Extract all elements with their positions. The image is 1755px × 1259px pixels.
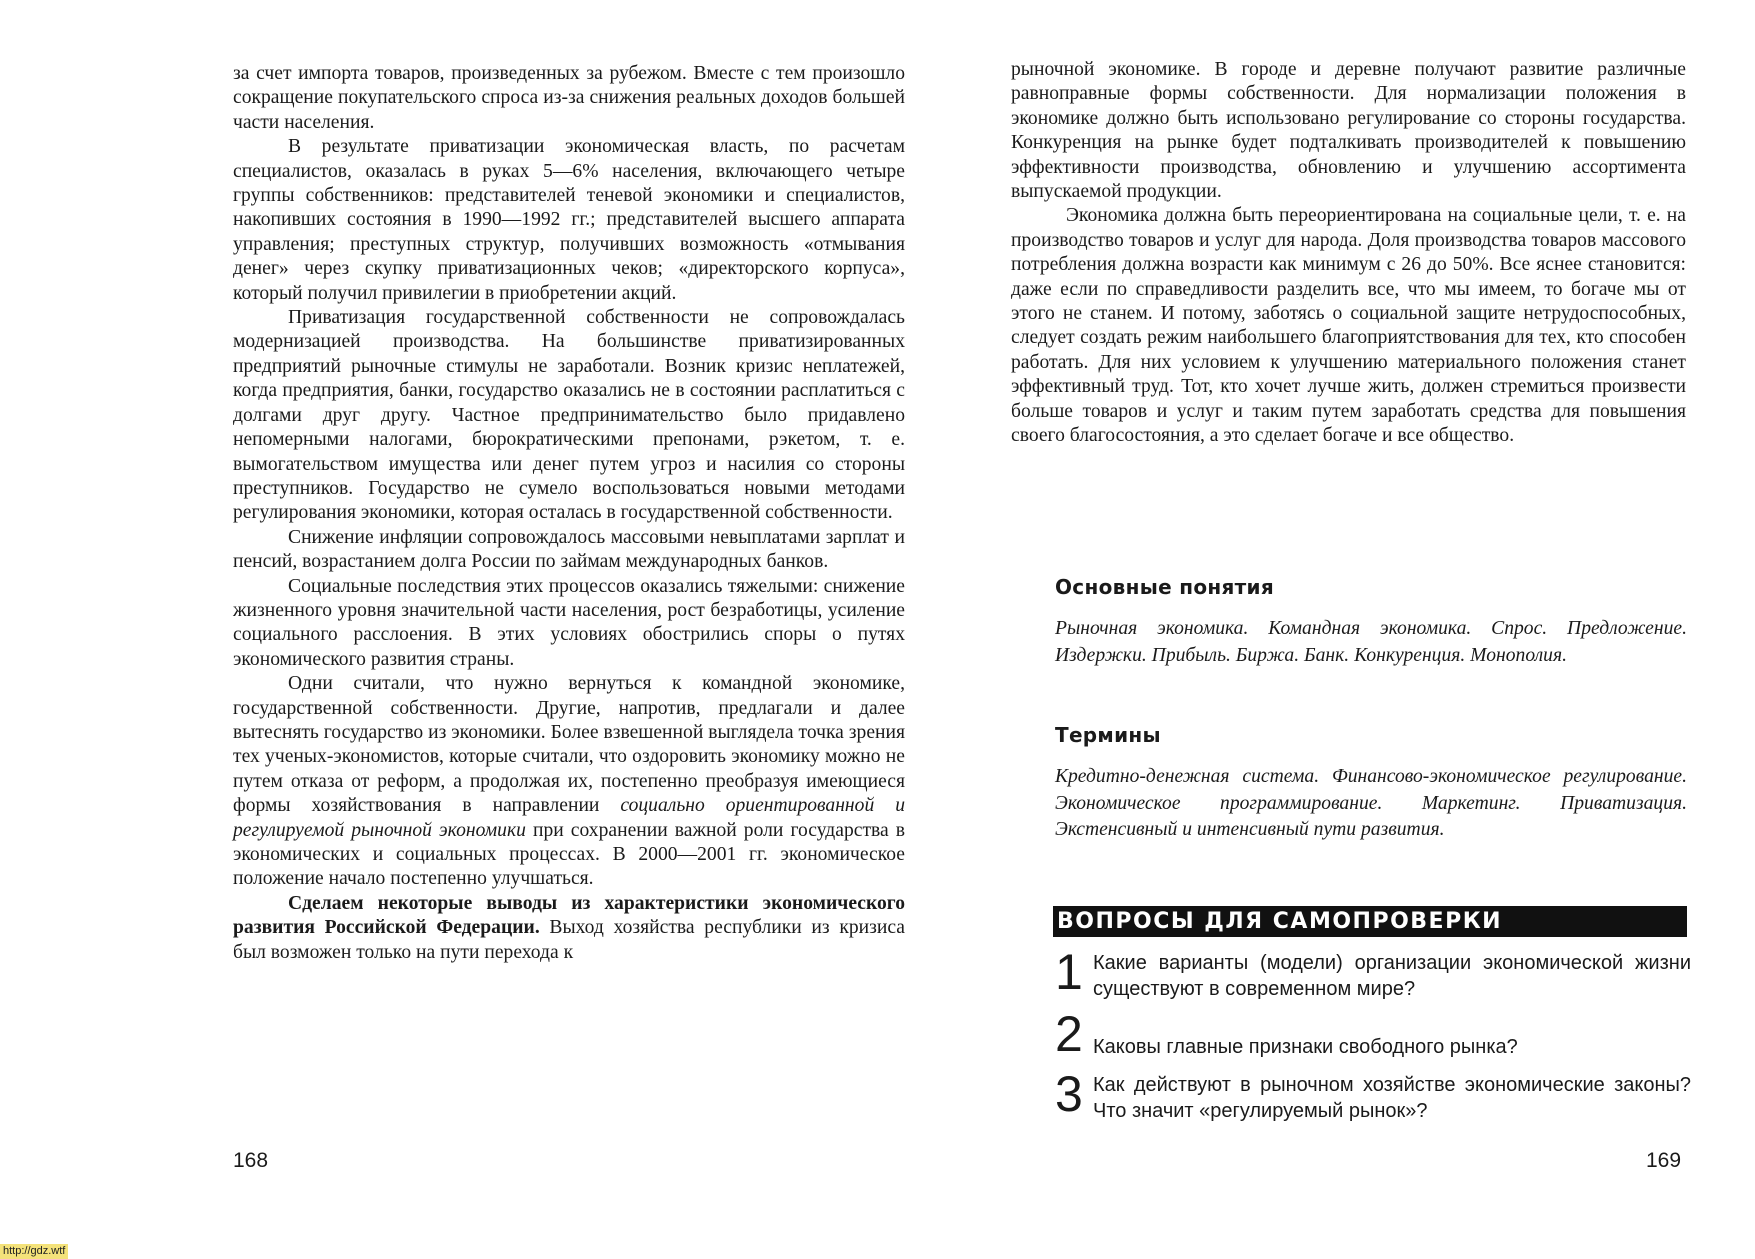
paragraph: В результате приватизации экономическая власть, по расчетам специалистов, оказалась в руках 5—6% населения, включающего четыре группы собственников: представителей теневой экономики и специалистов, накопивших состояния в 1990—1992 гг.; представителей высшего аппарата управления; преступных структур, получивших возможность «отмывания денег» через скупку приватизационных чеков; «директорского корпуса», который получил привилегии в приобретении акций. xyxy=(233,136,905,304)
paragraph: рыночной экономике. В городе и деревне получают развитие различные равноправные формы собственности. Для нормализации положения в экономике должно быть использовано регулирование со стороны государства. Конкуренция на рынке будет подталкивать производителей к повышению эффективности производства, обновлению и улучшению ассортимента выпускаемой продукции. xyxy=(1011,59,1686,203)
paragraph: Приватизация государственной собственности не сопровождалась модернизацией производства. На большинстве приватизированных предприятий рыночные стимулы не заработали. Возник кризис неплатежей, когда предприятия, банки, государство оказались не в состоянии расплатиться с долгами друг другу. Частное предпринимательство было придавлено непомерными налогами, бюрократическими препонами, рэкетом, т. е. вымогательством имущества или денег путем угроз и насилия со стороны преступников. Государство не сумело воспользоваться новыми методами регулирования экономики, которая осталась в государственной собственности. xyxy=(233,307,905,524)
paragraph xyxy=(233,892,905,965)
basic-concepts-heading: Основные понятия xyxy=(1055,575,1274,599)
text-run: Одни считали, что нужно вернуться к командной экономике, государственной собственности. Другие, напротив, предлагали и далее вытеснять государство из экономики. Более взвешенной выглядела точка зрения тех ученых-экономистов, которые считали, что оздоровить экономику можно не путем отказа от реформ, а продолжая их, постепенно преобразуя имеющиеся формы хозяйствования в направлении xyxy=(233,673,905,817)
question-number: 1 xyxy=(1055,944,1083,1000)
question-item xyxy=(1055,944,1691,1002)
question-number: 3 xyxy=(1055,1066,1083,1122)
paragraph: Социальные последствия этих процессов оказались тяжелыми: снижение жизненного уровня значительной части населения, рост безработицы, усиление социального расслоения. В этих условиях обострились споры о путях экономического развития страны. xyxy=(233,575,905,670)
text-run: Выход хозяйства республики из кризиса был возможен только на пути перехода к xyxy=(233,917,905,963)
text-run: при сохранении важной роли государства в экономических и социальных процессах. В 2000—2001 гг. экономическое положение начало постепенно улучшаться. xyxy=(233,819,905,890)
paragraph xyxy=(233,672,905,892)
right-text-column xyxy=(1011,58,1686,449)
left-text-column xyxy=(233,62,905,965)
watermark-label: http://gdz.wtf xyxy=(0,1244,68,1259)
question-text: Как действуют в рыночном хозяйстве экономические законы? Что значит «регулируемый рынок»? xyxy=(1093,1074,1691,1122)
paragraph: Снижение инфляции сопровождалось массовыми невыплатами зарплат и пенсий, возрастанием долга России по займам международных банков. xyxy=(233,526,905,573)
question-item xyxy=(1055,1006,1691,1062)
question-item xyxy=(1055,1066,1691,1124)
page-number: 168 xyxy=(233,1149,269,1172)
paragraph: за счет импорта товаров, произведенных за рубежом. Вместе с тем произошло сокращение покупательского спроса из-за снижения реальных доходов большей части населения. xyxy=(233,63,905,133)
italic-phrase: социально ориентированной и регулируемой рыночной экономики xyxy=(233,795,905,841)
paragraph: Экономика должна быть переориентирована на социальные цели, т. е. на производство товаров и услуг для народа. Доля производства товаров массового потребления должна возрасти как минимум с 26 до 50%. Все яснее становится: даже если по справедливости разделить все, что мы имеем, то богаче мы от этого не станем. И потому, заботясь о социальной защите нетрудоспособных, следует создать режим наибольшего благоприятствования для тех, кто способен работать. Для них условием к улучшению материального положения станет эффективный труд. Тот, кто хочет лучше жить, должен стремиться произвести больше товаров и услуг и таким путем заработать средства для повышения своего благосостояния, а это сделает богаче и все общество. xyxy=(1011,205,1686,447)
page-number: 169 xyxy=(1646,1149,1682,1172)
question-text: Какие варианты (модели) организации экономической жизни существуют в современном мире? xyxy=(1093,952,1691,1000)
terms-heading: Термины xyxy=(1055,723,1161,747)
question-text: Каковы главные признаки свободного рынка? xyxy=(1093,1036,1518,1058)
bold-phrase: Сделаем некоторые выводы из характеристики экономического развития Российской Федерации. xyxy=(233,892,905,939)
question-number: 2 xyxy=(1055,1006,1083,1062)
self-check-banner: ВОПРОСЫ ДЛЯ САМОПРОВЕРКИ xyxy=(1053,906,1687,937)
basic-concepts-text: Рыночная экономика. Командная экономика. Спрос. Предложение. Издержки. Прибыль. Биржа. Банк. Конкуренция. Монополия. xyxy=(1055,618,1687,666)
terms-text: Кредитно-денежная система. Финансово-экономическое регулирование. Экономическое программирование. Маркетинг. Приватизация. Экстенсивный и интенсивный пути развития. xyxy=(1055,766,1687,840)
right-page xyxy=(900,0,1755,1259)
